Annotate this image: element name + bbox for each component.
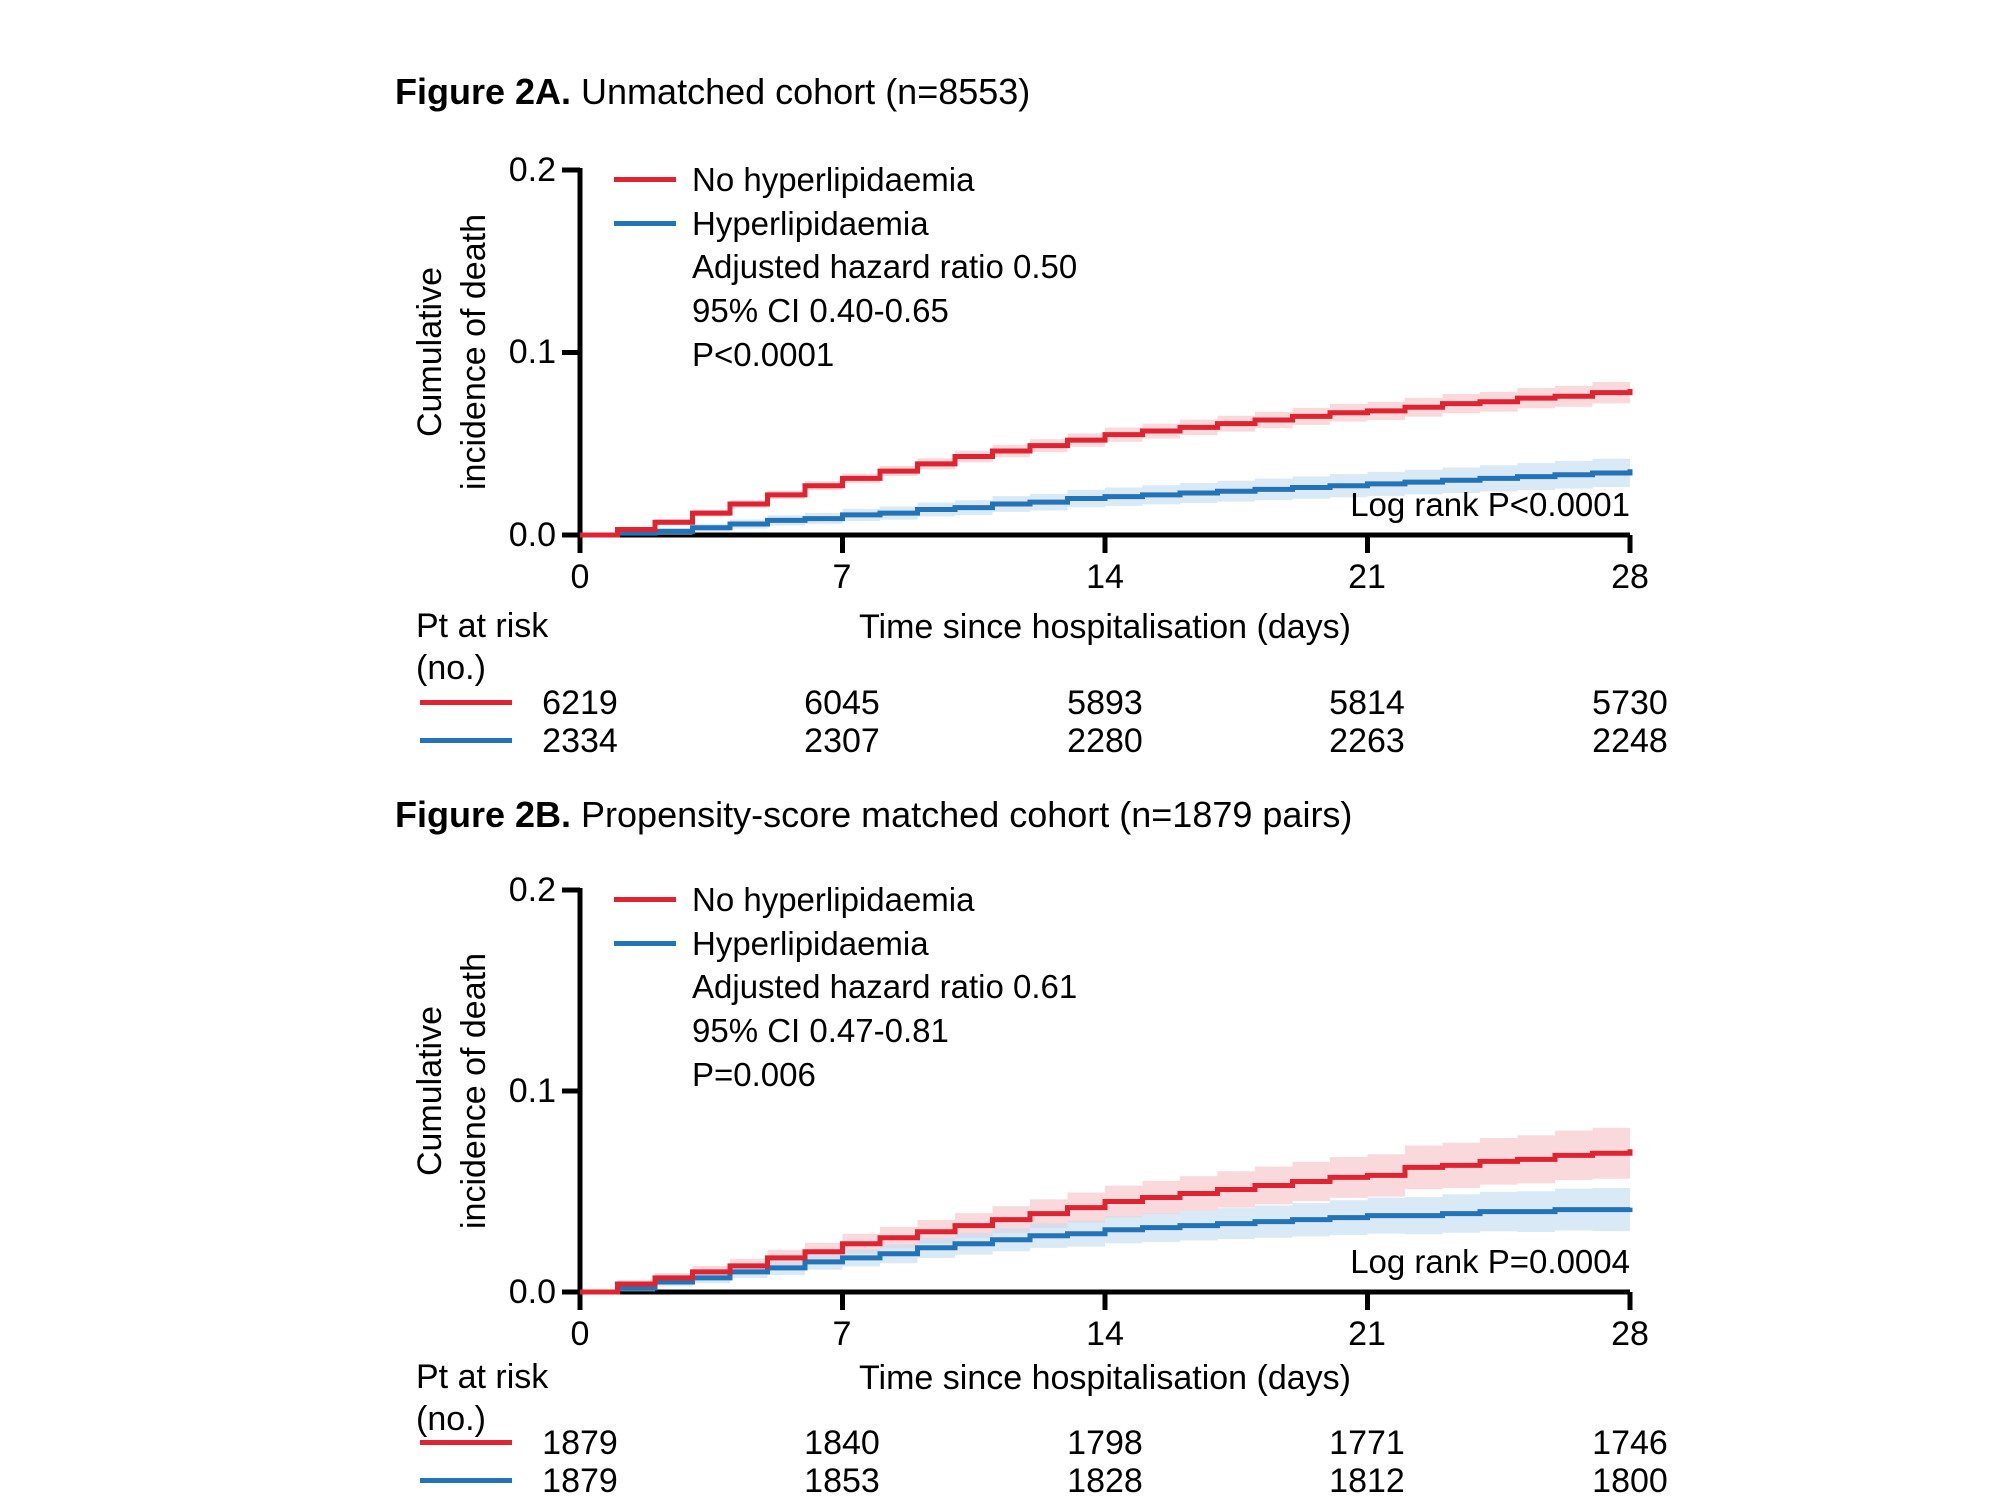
- panel-a-legend-label-no-hyperlipidaemia: No hyperlipidaemia: [692, 161, 975, 198]
- panel-b-risk-row-blue-line: [420, 1478, 512, 1483]
- panel-b-ytick-0.1: 0.1: [508, 1072, 556, 1110]
- panel-b-risk-red-d0: 1879: [542, 1424, 618, 1462]
- panel-b-log-rank-text: Log rank P=0.0004: [1350, 1243, 1630, 1280]
- panel-a-risk-red-d14: 5893: [1067, 684, 1143, 722]
- panel-b-risk-blue-d14: 1828: [1067, 1462, 1143, 1500]
- panel-b-x-axis-label: Time since hospitalisation (days): [859, 1359, 1351, 1397]
- panel-b-risk-blue-d21: 1812: [1329, 1462, 1405, 1500]
- panel-b-legend-line-no-hyperlipidaemia: [614, 897, 676, 902]
- panel-a-risk-blue-d21: 2263: [1329, 722, 1405, 760]
- panel-a-log-rank-text: Log rank P<0.0001: [1350, 486, 1630, 523]
- panel-a-ytick-0.0: 0.0: [508, 516, 556, 554]
- panel-a-ytick-0.1: 0.1: [508, 333, 556, 371]
- panel-a-risk-header-unit: (no.): [416, 649, 486, 687]
- panel-b-xtick-14: 14: [1086, 1315, 1124, 1353]
- panel-b-xtick-21: 21: [1348, 1315, 1386, 1353]
- panel-a-legend-line-hyperlipidaemia: [614, 221, 676, 226]
- panel-b-annotation-pvalue: P=0.006: [692, 1056, 816, 1093]
- panel-a-y-axis-label-line1: Cumulative: [411, 266, 449, 438]
- panel-a-xtick-0: 0: [570, 558, 590, 596]
- panel-b-xtick-7: 7: [832, 1315, 852, 1353]
- panel-a-risk-header: Pt at risk: [416, 607, 549, 645]
- panel-b-risk-blue-d28: 1800: [1592, 1462, 1668, 1500]
- panel-b-annotation-ci: 95% CI 0.47-0.81: [692, 1012, 949, 1049]
- panel-a-risk-blue-d0: 2334: [542, 722, 618, 760]
- panel-a-risk-blue-d7: 2307: [804, 722, 880, 760]
- panel-b-risk-row-red-line: [420, 1440, 512, 1445]
- panel-b-legend-label-hyperlipidaemia: Hyperlipidaemia: [692, 925, 929, 962]
- panel-a-legend-line-no-hyperlipidaemia: [614, 177, 676, 182]
- panel-a-risk-blue-d28: 2248: [1592, 722, 1668, 760]
- panel-b-risk-red-d28: 1746: [1592, 1424, 1668, 1462]
- panel-a-title-number: Figure 2A.: [395, 71, 572, 112]
- panel-b-risk-blue-d0: 1879: [542, 1462, 618, 1500]
- panel-a-annotation-ci: 95% CI 0.40-0.65: [692, 292, 949, 329]
- panel-b-risk-red-d7: 1840: [804, 1424, 880, 1462]
- panel-a-risk-red-d0: 6219: [542, 684, 618, 722]
- panel-a-xtick-7: 7: [832, 558, 852, 596]
- panel-a-risk-red-d28: 5730: [1592, 684, 1668, 722]
- panel-a-xtick-21: 21: [1348, 558, 1386, 596]
- panel-b-y-axis-label-line2: incidence of death: [455, 953, 493, 1229]
- panel-b-risk-red-d14: 1798: [1067, 1424, 1143, 1462]
- panel-b-annotation-hazard-ratio: Adjusted hazard ratio 0.61: [692, 968, 1078, 1005]
- panel-b-ytick-0.0: 0.0: [508, 1273, 556, 1311]
- panel-a-annotation-pvalue: P<0.0001: [692, 336, 835, 373]
- panel-a-title: [395, 70, 1030, 114]
- panel-a-legend-label-hyperlipidaemia: Hyperlipidaemia: [692, 205, 929, 242]
- panel-a-risk-red-d7: 6045: [804, 684, 880, 722]
- panel-b-xtick-28: 28: [1611, 1315, 1649, 1353]
- panel-a-title-text: Unmatched cohort (n=8553): [571, 71, 1031, 112]
- panel-a-ytick-0.2: 0.2: [508, 151, 556, 189]
- panel-a-risk-row-red-line: [420, 700, 512, 705]
- panel-a-risk-blue-d14: 2280: [1067, 722, 1143, 760]
- panel-a-xtick-28: 28: [1611, 558, 1649, 596]
- panel-b-title: [395, 793, 1352, 837]
- panel-b-xtick-0: 0: [570, 1315, 590, 1353]
- panel-a-x-axis-label: Time since hospitalisation (days): [859, 608, 1351, 646]
- panel-a-y-axis-label-line2: incidence of death: [455, 214, 493, 490]
- panel-a-risk-red-d21: 5814: [1329, 684, 1405, 722]
- panel-a-xtick-14: 14: [1086, 558, 1124, 596]
- panel-b-legend-label-no-hyperlipidaemia: No hyperlipidaemia: [692, 881, 975, 918]
- panel-b-y-axis-label-line1: Cumulative: [411, 1005, 449, 1177]
- panel-b-risk-red-d21: 1771: [1329, 1424, 1405, 1462]
- panel-a-risk-row-blue-line: [420, 738, 512, 743]
- panel-a-annotation-hazard-ratio: Adjusted hazard ratio 0.50: [692, 248, 1078, 285]
- panel-b-risk-header: Pt at risk: [416, 1358, 549, 1396]
- panel-b-title-text: Propensity-score matched cohort (n=1879 pairs): [571, 794, 1353, 835]
- panel-b-ytick-0.2: 0.2: [508, 871, 556, 909]
- panel-b-risk-header-unit: (no.): [416, 1400, 486, 1438]
- panel-b-risk-blue-d7: 1853: [804, 1462, 880, 1500]
- panel-b-legend-line-hyperlipidaemia: [614, 941, 676, 946]
- panel-b-title-number: Figure 2B.: [395, 794, 572, 835]
